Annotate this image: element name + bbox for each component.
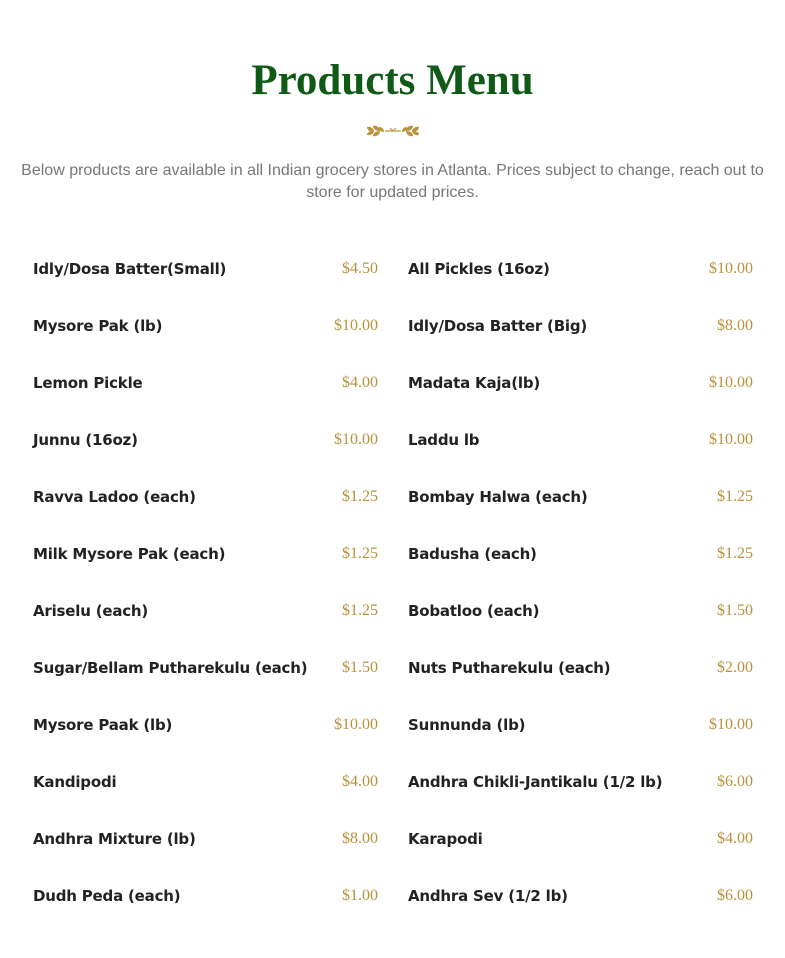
item-price: $8.00: [717, 316, 753, 334]
menu-item: [33, 810, 378, 867]
item-name: All Pickles (16oz): [408, 259, 550, 278]
item-name: Andhra Mixture (lb): [33, 829, 196, 848]
item-price: $4.00: [342, 373, 378, 391]
item-name: Andhra Chikli-Jantikalu (1/2 lb): [408, 772, 663, 791]
item-price: $1.25: [342, 544, 378, 562]
item-name: Ravva Ladoo (each): [33, 487, 196, 506]
menu-item: [33, 639, 378, 696]
menu-item: [33, 354, 378, 411]
menu-item: [408, 468, 753, 525]
item-price: $6.00: [717, 772, 753, 790]
item-price: $4.50: [342, 259, 378, 277]
menu-item: [408, 297, 753, 354]
item-price: $8.00: [342, 829, 378, 847]
menu-item: [33, 867, 378, 924]
menu-item: [408, 525, 753, 582]
menu-header: [0, 0, 785, 204]
menu-subtitle: Below products are available in all Indian grocery stores in Atlanta. Prices subject to change, reach out to store for updated prices.: [21, 162, 764, 201]
menu-item: [33, 240, 378, 297]
item-name: Idly/Dosa Batter(Small): [33, 259, 227, 278]
item-name: Bombay Halwa (each): [408, 487, 588, 506]
item-price: $1.25: [717, 544, 753, 562]
item-price: $10.00: [709, 430, 753, 448]
item-name: Lemon Pickle: [33, 373, 143, 392]
item-name: Mysore Pak (lb): [33, 316, 163, 335]
menu-item: [408, 696, 753, 753]
item-name: Mysore Paak (lb): [33, 715, 173, 734]
menu-item: [408, 411, 753, 468]
menu-item: [33, 411, 378, 468]
item-name: Bobatloo (each): [408, 601, 540, 620]
menu-item: [33, 582, 378, 639]
menu-item: [408, 810, 753, 867]
page-title: Products Menu: [251, 57, 534, 104]
item-price: $6.00: [717, 886, 753, 904]
item-name: Nuts Putharekulu (each): [408, 658, 611, 677]
item-price: $1.25: [342, 601, 378, 619]
item-price: $10.00: [709, 259, 753, 277]
menu-item: [408, 639, 753, 696]
menu-item: [408, 354, 753, 411]
item-name: Badusha (each): [408, 544, 537, 563]
menu-item: [408, 240, 753, 297]
item-name: Sunnunda (lb): [408, 715, 526, 734]
item-price: $1.50: [342, 658, 378, 676]
menu-item: [33, 696, 378, 753]
item-price: $1.50: [717, 601, 753, 619]
menu-item: [33, 753, 378, 810]
item-price: $1.25: [342, 487, 378, 505]
item-name: Andhra Sev (1/2 lb): [408, 886, 568, 905]
item-name: Idly/Dosa Batter (Big): [408, 316, 588, 335]
item-name: Kandipodi: [33, 772, 117, 791]
item-price: $4.00: [717, 829, 753, 847]
item-price: $10.00: [709, 715, 753, 733]
item-name: Karapodi: [408, 829, 483, 848]
item-price: $10.00: [334, 715, 378, 733]
menu-item: [33, 297, 378, 354]
item-name: Dudh Peda (each): [33, 886, 181, 905]
item-name: Laddu lb: [408, 430, 480, 449]
item-price: $10.00: [334, 430, 378, 448]
item-price: $4.00: [342, 772, 378, 790]
item-price: $10.00: [334, 316, 378, 334]
item-price: $1.25: [717, 487, 753, 505]
item-name: Madata Kaja(lb): [408, 373, 541, 392]
wheat-ornament-icon: [363, 121, 423, 141]
products-list: [33, 240, 753, 924]
item-name: Ariselu (each): [33, 601, 149, 620]
item-price: $2.00: [717, 658, 753, 676]
menu-item: [408, 753, 753, 810]
item-name: Milk Mysore Pak (each): [33, 544, 226, 563]
item-name: Junnu (16oz): [33, 430, 138, 449]
menu-item: [408, 582, 753, 639]
item-price: $1.00: [342, 886, 378, 904]
menu-item: [33, 525, 378, 582]
menu-item: [33, 468, 378, 525]
menu-item: [408, 867, 753, 924]
item-price: $10.00: [709, 373, 753, 391]
item-name: Sugar/Bellam Putharekulu (each): [33, 658, 308, 677]
